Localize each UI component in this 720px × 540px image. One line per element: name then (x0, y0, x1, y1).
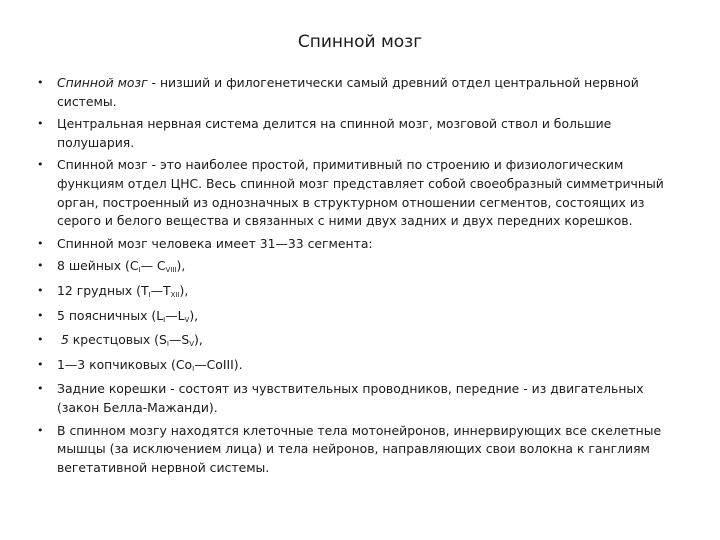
segment-sub: I (138, 266, 141, 275)
bullet-dot: • (37, 308, 44, 322)
slide-title: Спинной мозг (297, 32, 423, 52)
bullet-item (37, 235, 673, 254)
bullet-text: Спинной мозг человека имеет 31—33 сегмента: (57, 235, 373, 251)
bullet-item (37, 74, 673, 111)
segment-sub: I (148, 290, 151, 299)
segment-text: — C (140, 258, 166, 274)
segment-text: ), (194, 332, 203, 348)
segment-sub: XII (170, 290, 180, 299)
segment-text: —L (165, 307, 185, 323)
segment-text: ), (179, 282, 189, 298)
bullet-dot: • (37, 382, 44, 396)
segment-text: 8 шейных (C (57, 258, 139, 274)
bullet-text: Задние корешки - состоят из чувствительных проводников, передние - из двигательных (закон Белла-Мажанди). (57, 381, 644, 415)
bullet-text: Спинной мозг - это наиболее простой, примитивный по строению и физиологическим функциям отдел ЦНС. Весь спинной мозг представляет собой своеобразный симметричный орган, построенный из однозначных в структурном отношении сегментов, состоящих из серого и белого вещества и связанных с ними двух задних и двух передних корешков. (57, 157, 664, 229)
segment-sub: I (166, 340, 169, 349)
bullet-item (37, 422, 673, 478)
bullet-text: В спинном мозгу находятся клеточные тела мотонейронов, иннервирующих все скелетные мышцы (за исключением лица) и тела нейронов, направляющих свои волокна к ганглиям вегетативной нервной системы. (57, 422, 662, 475)
bullet-dot: • (37, 76, 44, 89)
segment-emphasis: 5 (60, 332, 69, 348)
segment-sub: I (192, 364, 195, 373)
bullet-dot: • (37, 117, 44, 131)
segment-text: крестцовых (S (68, 332, 167, 348)
segment-text: 1—3 копчиковых (Co (57, 356, 193, 372)
segment-text: 5 поясничных (L (57, 307, 164, 323)
segment-sub: I (163, 315, 166, 324)
bullet-dot: • (37, 236, 44, 250)
segment-sacral (37, 331, 673, 350)
segment-cervical (37, 257, 673, 276)
bullet-dot: • (37, 333, 44, 347)
segment-lumbar (37, 307, 673, 326)
bullet-dot: • (37, 357, 44, 371)
segment-sub: VIII (165, 266, 177, 275)
bullet-dot: • (37, 283, 44, 297)
bullet-dot: • (37, 423, 44, 437)
bullet-text: - низший и филогенетически самый древний отдел центральной нервной системы. (57, 75, 639, 109)
bullet-item (37, 156, 673, 230)
segment-coccygeal (37, 356, 673, 375)
segment-sub: V (184, 315, 190, 324)
segment-text: 12 грудных (T (57, 282, 149, 298)
bullet-emphasis: Спинной мозг (57, 75, 152, 90)
segment-text: ), (176, 258, 186, 274)
bullet-list (37, 74, 673, 481)
segment-sub: V (189, 340, 194, 349)
bullet-item (37, 115, 673, 152)
bullet-item (37, 380, 673, 417)
bullet-text: Центральная нервная система делится на спинной мозг, мозговой ствол и большие полушария. (57, 116, 612, 150)
segment-thoracic (37, 282, 673, 301)
bullet-dot: • (37, 158, 44, 172)
segment-text: —S (168, 332, 190, 348)
segment-text: —CoIII). (194, 356, 243, 372)
segment-text: —T (150, 282, 171, 298)
segment-text: ), (189, 307, 199, 323)
bullet-dot: • (37, 259, 44, 273)
